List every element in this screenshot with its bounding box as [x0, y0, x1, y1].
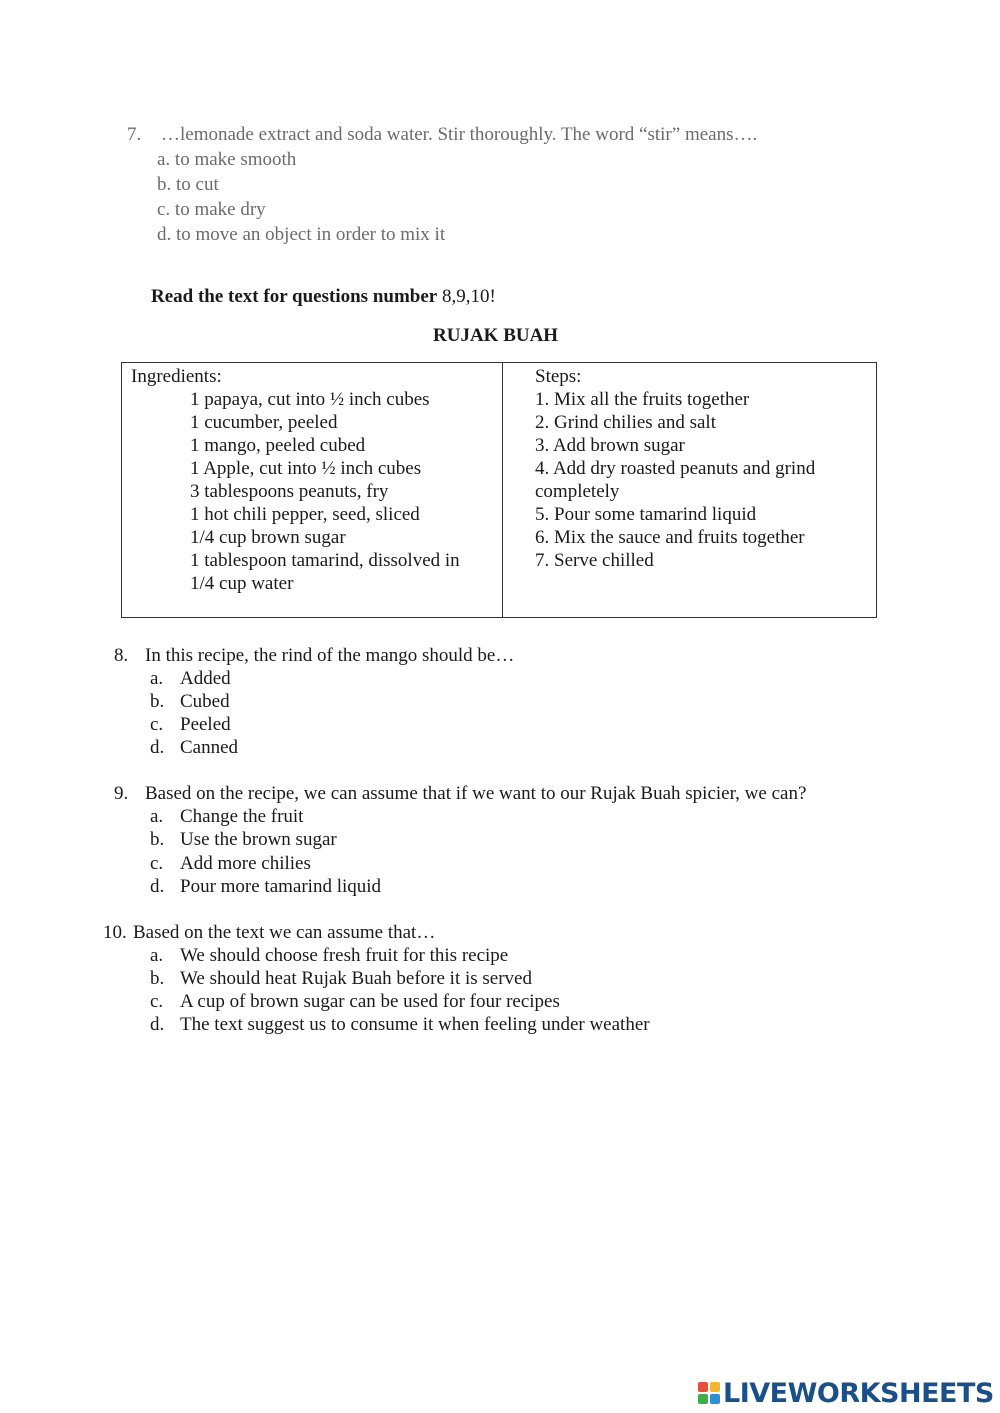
question-9-option-b: Use the brown sugar [180, 829, 337, 850]
question-10-option-b: We should heat Rujak Buah before it is served [180, 968, 532, 989]
option-letter: b. [150, 691, 165, 712]
question-7-option-d: d. to move an object in order to mix it [157, 224, 446, 245]
recipe-table [121, 362, 877, 618]
step-item: 7. Serve chilled [535, 550, 654, 571]
question-10-number: 10. [103, 922, 127, 943]
option-letter: b. [150, 829, 165, 850]
question-7-option-a: a. to make smooth [157, 149, 297, 170]
question-10-option-c: A cup of brown sugar can be used for four recipes [180, 991, 560, 1012]
recipe-title: RUJAK BUAH [433, 325, 559, 346]
step-item: 5. Pour some tamarind liquid [535, 504, 757, 525]
ingredient-item: 1/4 cup water [190, 573, 294, 594]
step-item: 4. Add dry roasted peanuts and grind [535, 458, 816, 479]
option-letter: a. [150, 945, 164, 966]
liveworksheets-logo [698, 1378, 994, 1408]
question-10-option-a: We should choose fresh fruit for this recipe [180, 945, 509, 966]
steps-header: Steps: [535, 366, 582, 387]
ingredient-item: 1 Apple, cut into ½ inch cubes [190, 458, 422, 479]
question-8-option-a: Added [180, 668, 231, 689]
step-item: 1. Mix all the fruits together [535, 389, 750, 410]
reading-instruction-bold: Read the text for questions number [151, 286, 438, 307]
reading-instruction [151, 285, 496, 308]
logo-square-icon [710, 1394, 720, 1404]
step-item: 3. Add brown sugar [535, 435, 685, 456]
question-8-option-d: Canned [180, 737, 239, 758]
question-9-option-c: Add more chilies [180, 853, 311, 874]
question-7-option-b: b. to cut [157, 174, 219, 195]
option-letter: c. [150, 853, 164, 874]
ingredients-header: Ingredients: [131, 366, 222, 387]
question-7-text: …lemonade extract and soda water. Stir thoroughly. The word “stir” means…. [161, 124, 758, 145]
question-8-number: 8. [114, 645, 129, 666]
ingredient-item: 3 tablespoons peanuts, fry [190, 481, 389, 502]
liveworksheets-logo-text: LIVEWORKSHEETS [723, 1377, 994, 1409]
ingredient-item: 1 mango, peeled cubed [190, 435, 366, 456]
option-letter: a. [150, 806, 164, 827]
liveworksheets-logo-icon [698, 1382, 720, 1404]
question-7-option-c: c. to make dry [157, 199, 266, 220]
question-10-option-d: The text suggest us to consume it when feeling under weather [180, 1014, 650, 1035]
question-8-option-c: Peeled [180, 714, 231, 735]
option-letter: d. [150, 737, 165, 758]
question-9-option-d: Pour more tamarind liquid [180, 876, 382, 897]
ingredient-item: 1/4 cup brown sugar [190, 527, 346, 548]
option-letter: d. [150, 876, 165, 897]
step-item: 2. Grind chilies and salt [535, 412, 716, 433]
question-9-option-a: Change the fruit [180, 806, 304, 827]
ingredient-item: 1 cucumber, peeled [190, 412, 338, 433]
question-8-option-b: Cubed [180, 691, 230, 712]
option-letter: c. [150, 991, 164, 1012]
question-10-text: Based on the text we can assume that… [133, 922, 436, 943]
step-item: 6. Mix the sauce and fruits together [535, 527, 805, 548]
question-8-text: In this recipe, the rind of the mango should be… [145, 645, 515, 666]
recipe-table-divider [502, 363, 503, 617]
option-letter: d. [150, 1014, 165, 1035]
step-item: completely [535, 481, 620, 502]
option-letter: b. [150, 968, 165, 989]
question-9-text: Based on the recipe, we can assume that if we want to our Rujak Buah spicier, we can? [145, 783, 807, 804]
question-7-number: 7. [127, 124, 142, 145]
question-9-number: 9. [114, 783, 129, 804]
logo-square-icon [698, 1394, 708, 1404]
reading-instruction-numbers: 8,9,10! [441, 286, 496, 307]
ingredient-item: 1 papaya, cut into ½ inch cubes [190, 389, 430, 410]
option-letter: c. [150, 714, 164, 735]
ingredient-item: 1 tablespoon tamarind, dissolved in [190, 550, 460, 571]
logo-square-icon [698, 1382, 708, 1392]
ingredient-item: 1 hot chili pepper, seed, sliced [190, 504, 420, 525]
logo-square-icon [710, 1382, 720, 1392]
option-letter: a. [150, 668, 164, 689]
